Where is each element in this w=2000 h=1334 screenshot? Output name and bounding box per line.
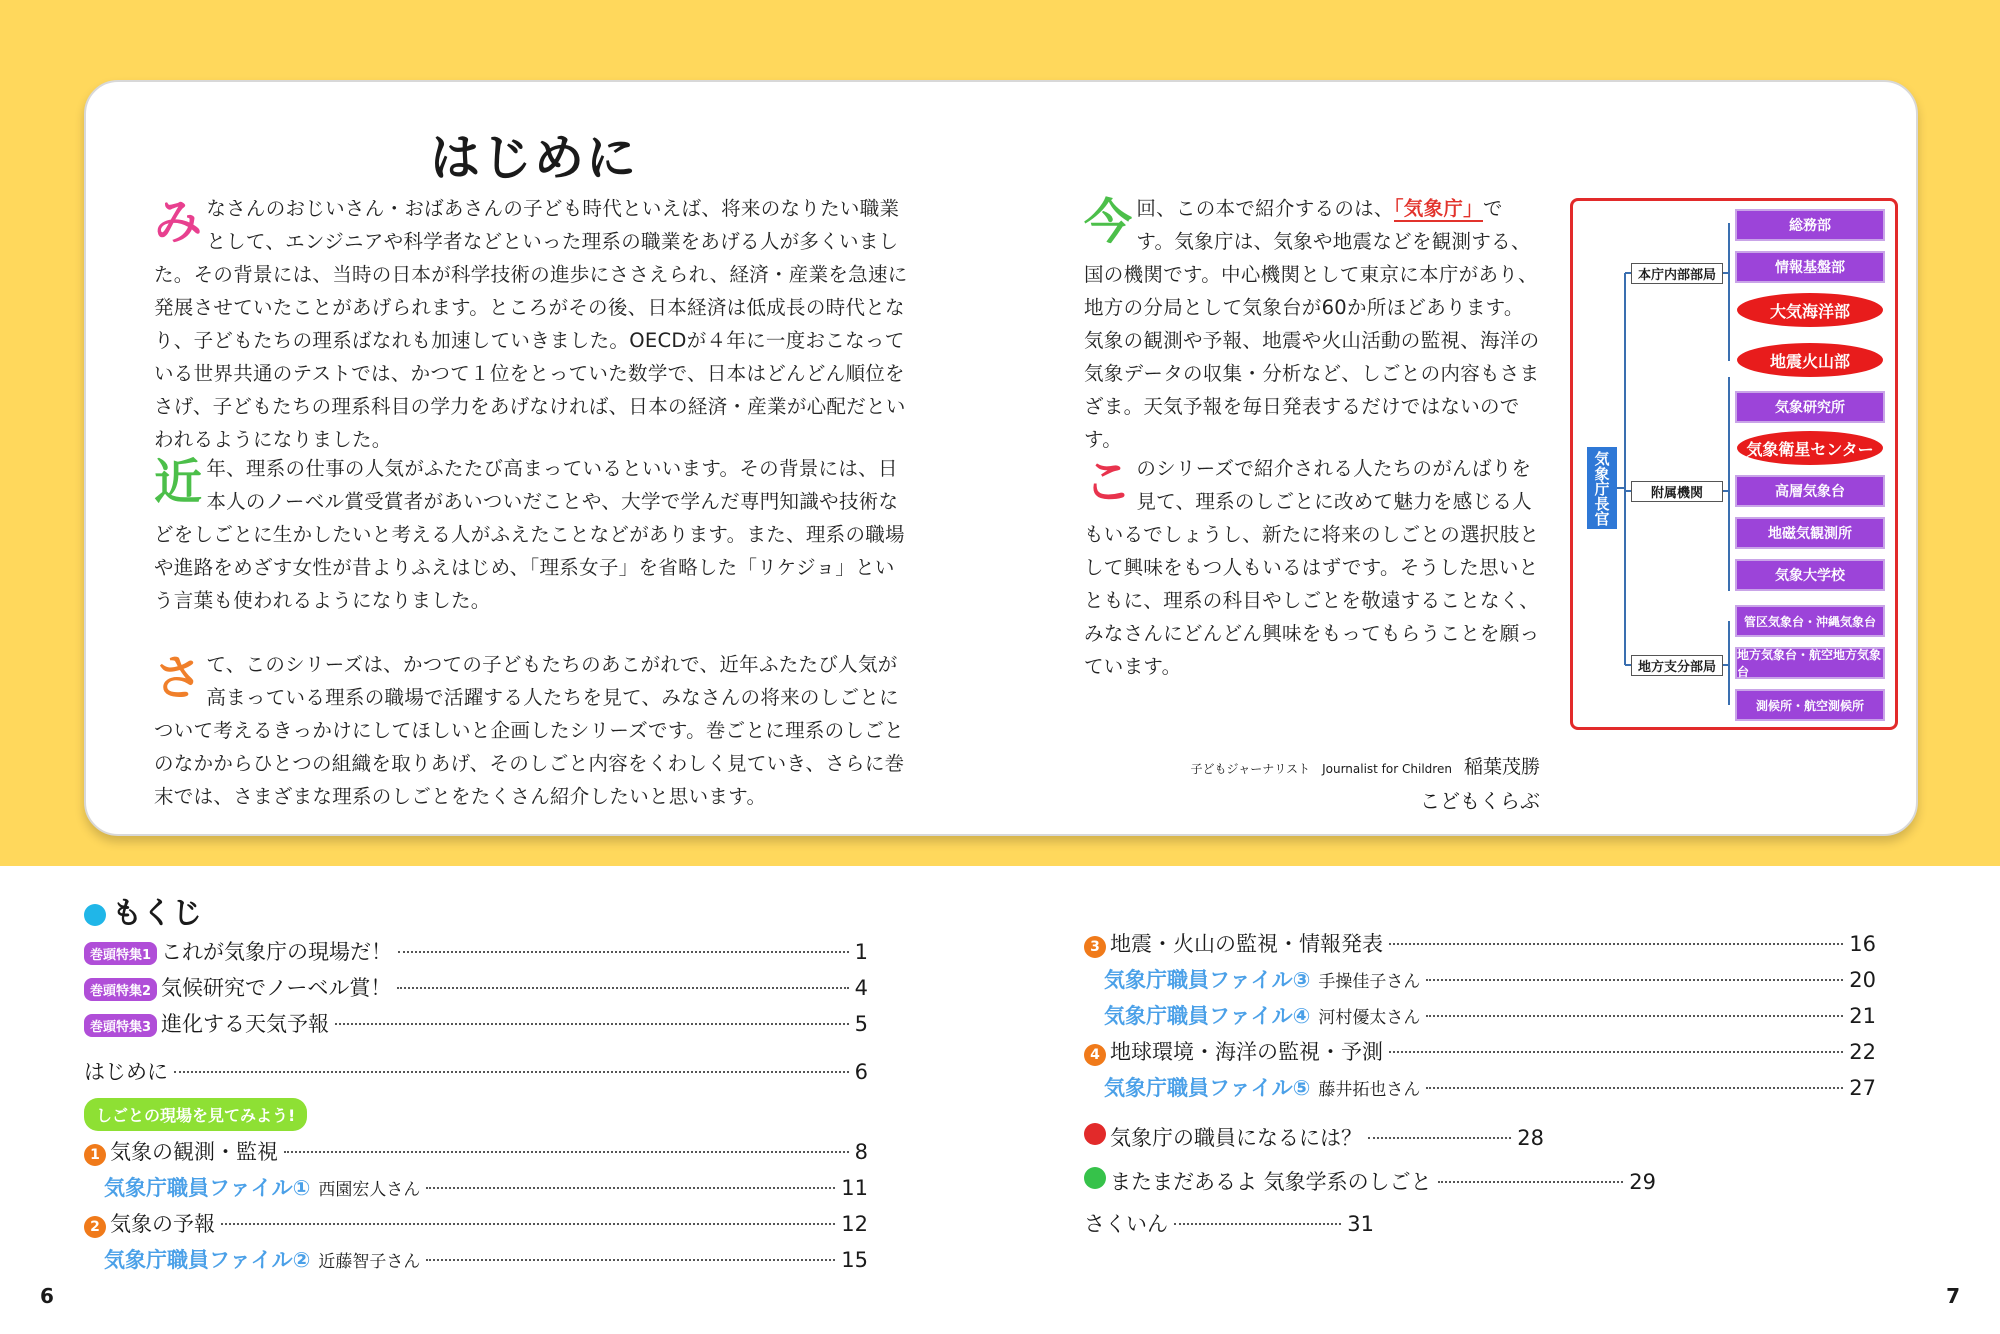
paragraph-text: て、このシリーズは、かつての子どもたちのあこがれで、近年ふたたび人気が高まっている理系の職場で活躍する人たちを見て、みなさんの将来のしごとについて考えるきっかけにしてほしいと企画したシリーズです。巻ごとに理系のしごとのなかからひとつの組織を取りあげ、そのしごと内容をくわしく見ていき、さらに巻末では、さまざまな理系のしごとをたくさん紹介したいと思います。 xyxy=(154,653,905,808)
org-unit: 管区気象台・沖縄気象台 xyxy=(1735,605,1885,637)
number-icon: 3 xyxy=(1084,936,1106,958)
toc-entry[interactable]: 気象庁職員ファイル③ 手操佳子さん 20 xyxy=(1104,968,1876,992)
org-branch: 本庁内部部局 xyxy=(1631,263,1723,284)
toc-entry[interactable]: 気象庁職員ファイル⑤ 藤井拓也さん 27 xyxy=(1104,1076,1876,1100)
drop-cap: 近 xyxy=(154,454,203,510)
org-unit-highlight: 気象衛星センター xyxy=(1735,429,1885,467)
org-unit: 高層気象台 xyxy=(1735,475,1885,507)
intro-paragraph-2 xyxy=(154,452,914,617)
paragraph-text: です。気象庁は、気象や地震などを観測する、国の機関です。中心機関として東京に本庁があり、地方の分局として気象台が60か所ほどあります。気象の観測や予報、地震や火山活動の監視、海洋の気象データの収集・分析など、しごとの内容もさまざま。天気予報を毎日発表するだけではないのです。 xyxy=(1084,197,1540,451)
org-unit: 情報基盤部 xyxy=(1735,251,1885,283)
toc-entry[interactable]: 1 気象の観測・監視 8 xyxy=(84,1136,868,1166)
toc-entry[interactable]: 巻頭特集1 これが気象庁の現場だ！ 1 xyxy=(84,936,868,966)
page-number-right: 7 xyxy=(1946,1284,1960,1308)
paragraph-text: のシリーズで紹介される人たちのがんばりを見て、理系のしごとに改めて魅力を感じる人もいるでしょうし、新たに将来のしごとの選択肢として興味をもつ人もいるはずです。そうした思いとともに、理系の科目やしごとを敬遠することなく、みなさんにどんどん興味をもってもらうことを願っています。 xyxy=(1084,457,1540,678)
feature-badge: 巻頭特集1 xyxy=(84,942,157,965)
drop-cap: さ xyxy=(154,650,203,706)
org-unit-highlight: 大気海洋部 xyxy=(1735,291,1885,329)
org-branch: 附属機関 xyxy=(1631,481,1723,502)
intro-paragraph-5 xyxy=(1084,452,1540,683)
toc-entry[interactable]: 気象庁職員ファイル① 西園宏人さん 11 xyxy=(104,1176,868,1200)
page-title: はじめに xyxy=(430,129,638,187)
org-unit-highlight: 地震火山部 xyxy=(1735,341,1885,379)
toc-entry[interactable]: 巻頭特集2 気候研究でノーベル賞！ 4 xyxy=(84,972,868,1002)
drop-cap: こ xyxy=(1084,454,1133,510)
drop-cap: 今 xyxy=(1084,194,1133,250)
toc-entry[interactable]: 巻頭特集3 進化する天気予報 5 xyxy=(84,1008,868,1038)
paragraph-text: 年、理系の仕事の人気がふたたび高まっているといいます。その背景には、日本人のノーベル賞受賞者があいついだことや、大学で学んだ専門知識や技術などをしごとに生かしたいと考える人がふえたことなどがあります。また、理系の職場や進路をめざす女性が昔よりふえはじめ、「理系女子」を省略した「リケジョ」という言葉も使われるようになりました。 xyxy=(154,457,905,612)
toc-entry[interactable]: 2 気象の予報 12 xyxy=(84,1208,868,1238)
paragraph-text: なさんのおじいさん・おばあさんの子ども時代といえば、将来のなりたい職業として、エンジニアや科学者などといった理系の職業をあげる人が多くいました。その背景には、当時の日本が科学技術の進歩にささえられ、経済・産業を急速に発展させていたことがあげられます。ところがその後、日本経済は低成長の時代となり、子どもたちの理系ばなれも加速していきました。OECDが４年に一度おこなっている世界共通のテストでは、かつて１位をとっていた数学で、日本はどんどん順位をさげ、子どもたちの理系科目の学力をあげなければ、日本の経済・産業が心配だといわれるようになりました。 xyxy=(154,197,908,451)
org-unit: 地磁気観測所 xyxy=(1735,517,1885,549)
bullet-icon xyxy=(1084,1123,1106,1145)
feature-badge: 巻頭特集2 xyxy=(84,978,157,1001)
toc-title: もくじ xyxy=(84,888,202,932)
intro-paragraph-1 xyxy=(154,192,914,456)
org-unit: 地方気象台・航空地方気象台 xyxy=(1735,647,1885,679)
toc-entry[interactable]: さくいん 31 xyxy=(1084,1212,1374,1236)
org-unit: 気象大学校 xyxy=(1735,559,1885,591)
intro-paragraph-4 xyxy=(1084,192,1540,456)
intro-paragraph-3 xyxy=(154,648,914,813)
toc-entry[interactable]: はじめに 6 xyxy=(84,1060,868,1084)
credit-role-en: Journalist for Children xyxy=(1322,762,1452,776)
org-unit: 気象研究所 xyxy=(1735,391,1885,423)
drop-cap: み xyxy=(154,194,203,250)
org-root: 気象庁長官 xyxy=(1587,447,1617,529)
credit-org: こどもくらぶ xyxy=(1420,789,1540,813)
org-unit: 測候所・航空測候所 xyxy=(1735,689,1885,721)
toc-entry[interactable]: 気象庁の職員になるには？ 28 xyxy=(1084,1122,1544,1152)
credit-name: 稲葉茂勝 xyxy=(1463,756,1540,778)
highlight-agency: 「気象庁」 xyxy=(1393,197,1483,220)
number-icon: 2 xyxy=(84,1216,106,1238)
toc-entry[interactable]: 気象庁職員ファイル④ 河村優太さん 21 xyxy=(1104,1004,1876,1028)
toc-entry[interactable]: 気象庁職員ファイル② 近藤智子さん 15 xyxy=(104,1248,868,1272)
number-icon: 1 xyxy=(84,1144,106,1166)
org-chart xyxy=(1570,198,1898,730)
toc-entry[interactable]: 3 地震・火山の監視・情報発表 16 xyxy=(1084,928,1876,958)
toc-entry[interactable]: 4 地球環境・海洋の監視・予測 22 xyxy=(1084,1036,1876,1066)
org-branch: 地方支分部局 xyxy=(1631,655,1723,676)
org-unit: 総務部 xyxy=(1735,209,1885,241)
number-icon: 4 xyxy=(1084,1044,1106,1066)
feature-badge: 巻頭特集3 xyxy=(84,1014,157,1037)
toc-entry[interactable]: またまだあるよ 気象学系のしごと 29 xyxy=(1084,1166,1656,1196)
paragraph-text: 回、この本で紹介するのは、 xyxy=(1136,197,1394,220)
section-badge: しごとの現場を見てみよう! xyxy=(84,1098,307,1131)
bullet-icon xyxy=(1084,1167,1106,1189)
author-credit xyxy=(1191,752,1541,779)
bullet-icon xyxy=(84,904,106,926)
credit-role: 子どもジャーナリスト xyxy=(1190,762,1311,776)
page-number-left: 6 xyxy=(40,1284,54,1308)
